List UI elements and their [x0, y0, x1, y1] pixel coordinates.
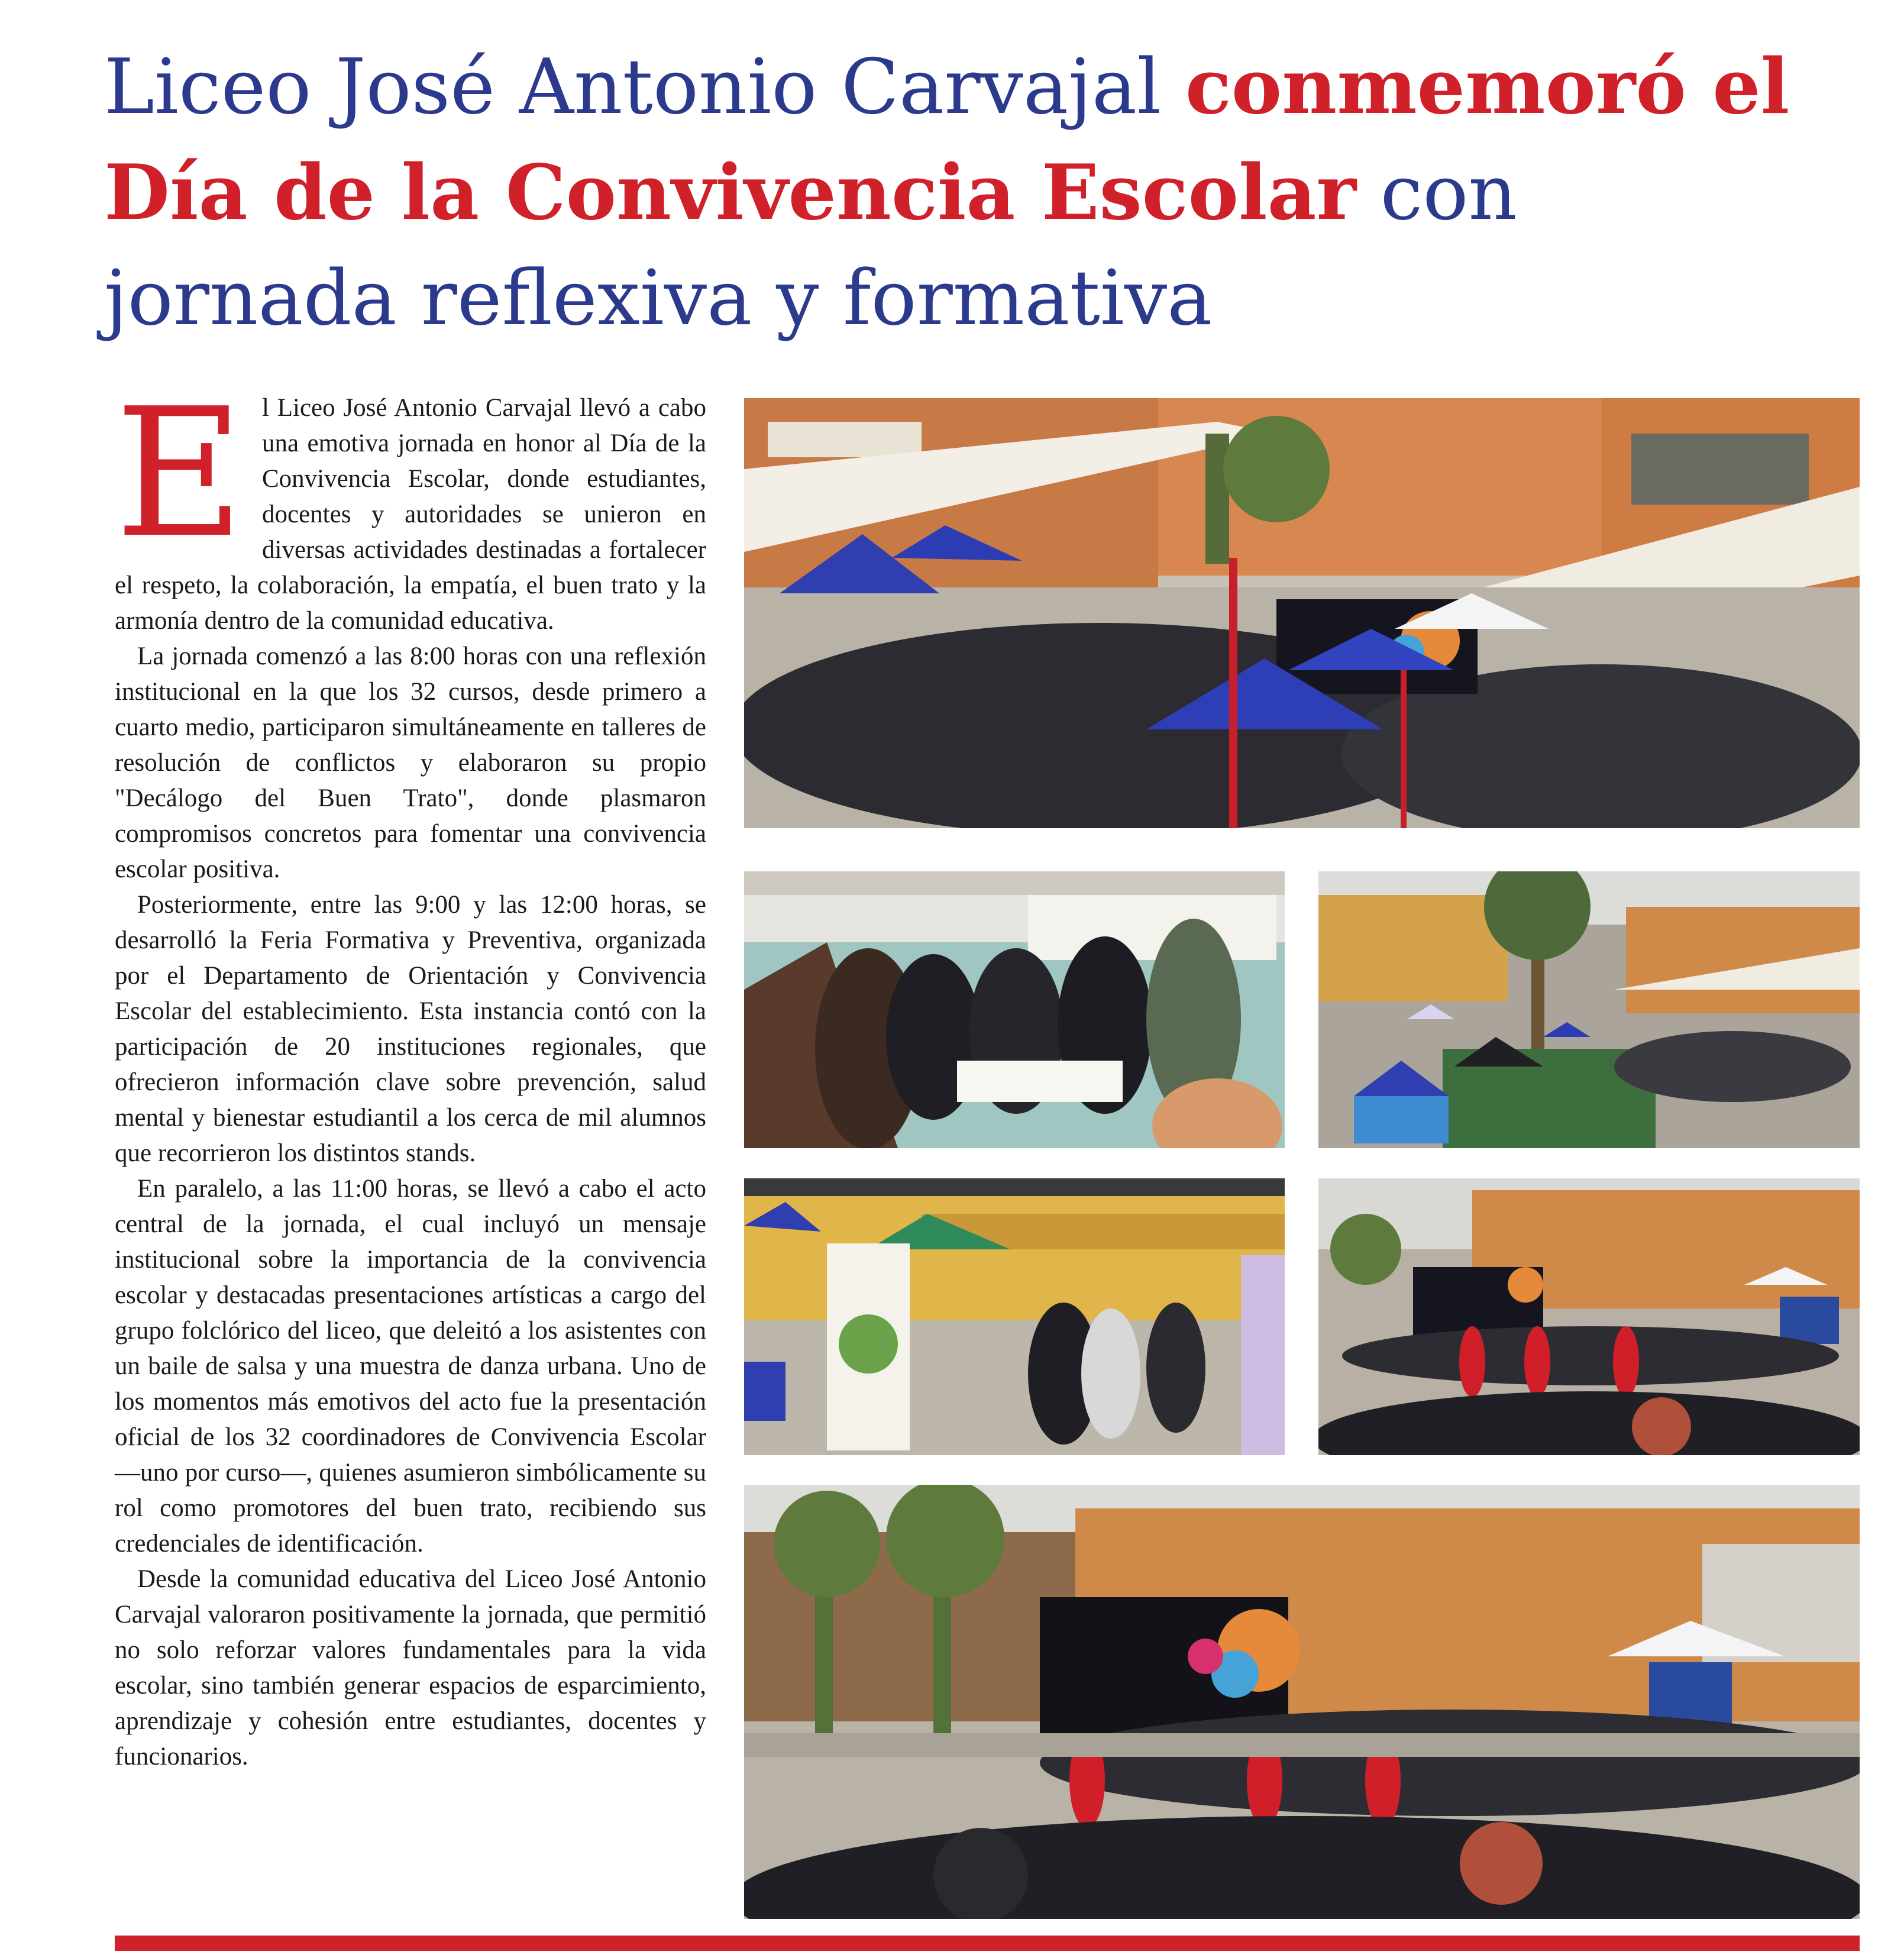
headline-highlight: conmemoró el Día de la Convivencia Escolar — [104, 43, 1790, 237]
photo-main-stage — [744, 1485, 1860, 1919]
article-body — [115, 370, 706, 1775]
article-paragraph-2: La jornada comenzó a las 8:00 horas con una reflexión institucional en la que los 32 cursos, desde primero a cuarto medio, participaron simultáneamente en talleres de resolución de conflictos y elaboraron su propio "Decálogo del Buen Trato", donde plasmaron compromisos concretos para fomentar una convivencia escolar positiva. — [115, 642, 706, 883]
headline-part-1: Liceo José Antonio Carvajal — [104, 43, 1185, 131]
photo-dance-performance — [1318, 1178, 1860, 1455]
article-paragraph-1 — [115, 370, 706, 639]
drop-cap: E — [115, 370, 244, 577]
photo-fair-palm — [1318, 871, 1860, 1148]
headline — [104, 34, 1819, 351]
photo-classroom-workshop — [744, 871, 1285, 1148]
article-paragraph-3: Posteriormente, entre las 9:00 y las 12:00 horas, se desarrolló la Feria Formativa y Preventiva, organizada por el Departamento de Orientación y Convivencia Escolar del establecimiento. Esta instancia contó con la participación de 20 instituciones regionales, que ofrecieron información clave sobre prevención, salud mental y bienestar estudiantil a los cerca de mil alumnos que recorrieron los distintos stands. — [115, 891, 706, 1167]
photo-stands-banners — [744, 1178, 1285, 1455]
bottom-rule — [115, 1936, 1860, 1951]
photo-courtyard-event — [744, 398, 1860, 828]
article-paragraph-5: Desde la comunidad educativa del Liceo José Antonio Carvajal valoraron positivamente la jornada, que permitió no solo reforzar valores fundamentales para la vida escolar, sino también generar espacios de esparcimiento, aprendizaje y cohesión entre estudiantes, docentes y funcionarios. — [115, 1565, 706, 1770]
article-paragraph-4: En paralelo, a las 11:00 horas, se llevó a cabo el acto central de la jornada, el cual incluyó un mensaje institucional sobre la importancia de la convivencia escolar y destacadas presentaciones artísticas a cargo del grupo folclórico del liceo, que deleitó a los asistentes con un baile de salsa y una muestra de danza urbana. Uno de los momentos más emotivos del acto fue la presentación oficial de los 32 coordinadores de Convivencia Escolar —uno por curso—, quienes asumieron simbólicamente su rol como promotores del buen trato, recibiendo sus credenciales de identificación. — [115, 1175, 706, 1558]
headline-part-3: con jornada reflexiva y formativa — [104, 149, 1517, 343]
paragraph-text: l Liceo José Antonio Carvajal llevó a cabo una emotiva jornada en honor al Día de la Convivencia Escolar, donde estudiantes, docentes y autoridades se unieron en diversas actividades destinadas a fortalecer el respeto, la colaboración, la empatía, el buen trato y la armonía dentro de la comunidad educativa. — [115, 394, 706, 635]
